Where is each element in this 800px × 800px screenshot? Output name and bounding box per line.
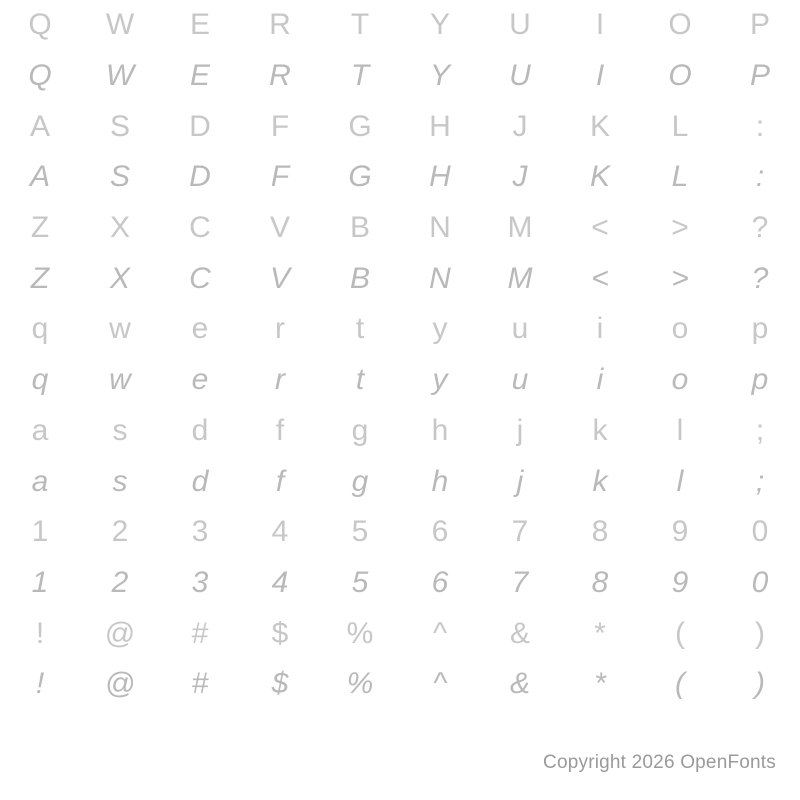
glyph-cell: B <box>349 261 370 295</box>
glyph-cell: e <box>191 363 209 397</box>
glyph-cell: Z <box>30 261 50 295</box>
glyph-cell: I <box>595 8 605 42</box>
glyph-cell: B <box>349 211 370 245</box>
glyph-cell: F <box>270 109 290 143</box>
glyph-cell: P <box>749 8 770 42</box>
glyph-cell: ( <box>675 616 685 650</box>
glyph-cell: Y <box>429 8 450 42</box>
glyph-cell: # <box>191 616 209 650</box>
glyph-cell: L <box>671 109 689 143</box>
glyph-cell: A <box>29 109 50 143</box>
glyph-cell: I <box>595 59 605 93</box>
glyph-cell: C <box>189 211 211 245</box>
glyph-cell: $ <box>271 667 289 701</box>
glyph-cell: D <box>189 160 211 194</box>
glyph-cell: ! <box>35 667 45 701</box>
glyph-cell: @ <box>104 667 136 701</box>
glyph-cell: G <box>348 109 372 143</box>
glyph-cell: a <box>31 464 49 498</box>
glyph-cell: Q <box>28 8 52 42</box>
glyph-cell: U <box>509 59 531 93</box>
glyph-cell: E <box>189 8 210 42</box>
glyph-cell: E <box>189 59 210 93</box>
glyph-cell: y <box>432 312 448 346</box>
glyph-cell: > <box>671 211 689 245</box>
glyph-cell: 2 <box>111 565 129 599</box>
glyph-cell: L <box>671 160 689 194</box>
glyph-cell: : <box>755 160 765 194</box>
glyph-cell: l <box>676 413 684 447</box>
glyph-cell: h <box>431 413 449 447</box>
glyph-cell: ! <box>35 616 45 650</box>
glyph-cell: y <box>432 363 448 397</box>
glyph-cell: f <box>275 413 285 447</box>
glyph-cell: 8 <box>591 565 609 599</box>
glyph-cell: K <box>589 160 610 194</box>
glyph-cell: W <box>105 8 135 42</box>
glyph-cell: $ <box>271 616 289 650</box>
glyph-cell: 6 <box>431 515 449 549</box>
glyph-cell: T <box>350 8 370 42</box>
glyph-cell: u <box>511 312 529 346</box>
glyph-cell: 8 <box>591 515 609 549</box>
glyph-cell: C <box>189 261 211 295</box>
glyph-cell: A <box>29 160 50 194</box>
glyph-cell: O <box>668 8 692 42</box>
glyph-cell: t <box>355 312 365 346</box>
glyph-cell: U <box>509 8 531 42</box>
glyph-cell: 6 <box>431 565 449 599</box>
glyph-cell: Y <box>429 59 450 93</box>
glyph-cell: ^ <box>432 667 448 701</box>
glyph-cell: p <box>751 312 769 346</box>
glyph-cell: O <box>668 59 692 93</box>
glyph-cell: J <box>512 160 528 194</box>
glyph-cell: t <box>355 363 365 397</box>
glyph-cell: V <box>269 211 290 245</box>
glyph-cell: F <box>270 160 290 194</box>
glyph-cell: u <box>511 363 529 397</box>
glyph-cell: N <box>429 211 451 245</box>
glyph-cell: 3 <box>191 565 209 599</box>
glyph-cell: ) <box>755 616 765 650</box>
glyph-cell: l <box>676 464 684 498</box>
glyph-cell: ^ <box>432 616 448 650</box>
glyph-cell: 0 <box>751 565 769 599</box>
glyph-cell: r <box>275 363 285 397</box>
glyph-cell: X <box>109 211 130 245</box>
glyph-cell: R <box>269 59 291 93</box>
glyph-cell: X <box>109 261 130 295</box>
glyph-cell: d <box>191 413 209 447</box>
glyph-cell: > <box>671 261 689 295</box>
glyph-cell: j <box>516 413 524 447</box>
glyph-cell: # <box>191 667 209 701</box>
glyph-cell: M <box>507 211 533 245</box>
glyph-cell: w <box>109 363 131 397</box>
glyph-cell: N <box>429 261 451 295</box>
glyph-cell: ; <box>755 413 765 447</box>
glyph-cell: P <box>749 59 770 93</box>
glyph-cell: D <box>189 109 211 143</box>
glyph-cell: 7 <box>511 565 529 599</box>
glyph-cell: w <box>109 312 131 346</box>
glyph-cell: a <box>31 413 49 447</box>
glyph-cell: i <box>596 312 604 346</box>
glyph-cell: 1 <box>31 565 49 599</box>
glyph-cell: @ <box>104 616 136 650</box>
glyph-cell: M <box>507 261 533 295</box>
glyph-cell: h <box>431 464 449 498</box>
glyph-cell: ? <box>751 211 769 245</box>
glyph-cell: 1 <box>31 515 49 549</box>
glyph-cell: 9 <box>671 515 689 549</box>
glyph-cell: i <box>596 363 604 397</box>
glyph-cell: 4 <box>271 515 289 549</box>
glyph-cell: H <box>429 160 451 194</box>
copyright-notice: Copyright 2026 OpenFonts <box>543 752 776 773</box>
glyph-cell: q <box>31 363 49 397</box>
glyph-cell: V <box>269 261 290 295</box>
glyph-cell: % <box>346 616 374 650</box>
glyph-cell: o <box>671 363 689 397</box>
glyph-cell: ? <box>751 261 769 295</box>
glyph-cell: g <box>351 464 369 498</box>
glyph-cell: e <box>191 312 209 346</box>
glyph-cell: g <box>351 413 369 447</box>
glyph-cell: J <box>512 109 528 143</box>
glyph-cell: d <box>191 464 209 498</box>
glyph-cell: 3 <box>191 515 209 549</box>
glyph-cell: S <box>109 160 130 194</box>
glyph-cell: 4 <box>271 565 289 599</box>
glyph-cell: 2 <box>111 515 129 549</box>
glyph-cell: R <box>269 8 291 42</box>
glyph-cell: r <box>275 312 285 346</box>
glyph-cell: < <box>591 211 609 245</box>
glyph-cell: * <box>594 616 606 650</box>
glyph-cell: 5 <box>351 565 369 599</box>
glyph-cell: Q <box>28 59 52 93</box>
glyph-cell: W <box>105 59 135 93</box>
glyph-cell: < <box>591 261 609 295</box>
glyph-cell: : <box>755 109 765 143</box>
glyph-cell: f <box>275 464 285 498</box>
glyph-cell: 0 <box>751 515 769 549</box>
glyph-cell: p <box>751 363 769 397</box>
glyph-cell: * <box>594 667 606 701</box>
glyph-cell: ( <box>675 667 685 701</box>
glyph-cell: 5 <box>351 515 369 549</box>
glyph-cell: ) <box>755 667 765 701</box>
glyph-cell: & <box>509 667 530 701</box>
glyph-cell: H <box>429 109 451 143</box>
glyph-cell: s <box>112 413 128 447</box>
glyph-cell: k <box>592 413 608 447</box>
glyph-cell: Z <box>30 211 50 245</box>
glyph-cell: k <box>592 464 608 498</box>
glyph-cell: % <box>346 667 374 701</box>
glyph-cell: s <box>112 464 128 498</box>
glyph-cell: G <box>348 160 372 194</box>
glyph-cell: T <box>350 59 370 93</box>
glyph-cell: K <box>589 109 610 143</box>
glyph-cell: 7 <box>511 515 529 549</box>
glyph-cell: ; <box>755 464 765 498</box>
glyph-cell: 9 <box>671 565 689 599</box>
glyph-cell: o <box>671 312 689 346</box>
glyph-cell: S <box>109 109 130 143</box>
glyph-cell: q <box>31 312 49 346</box>
glyph-cell: j <box>516 464 524 498</box>
glyph-cell: & <box>509 616 530 650</box>
